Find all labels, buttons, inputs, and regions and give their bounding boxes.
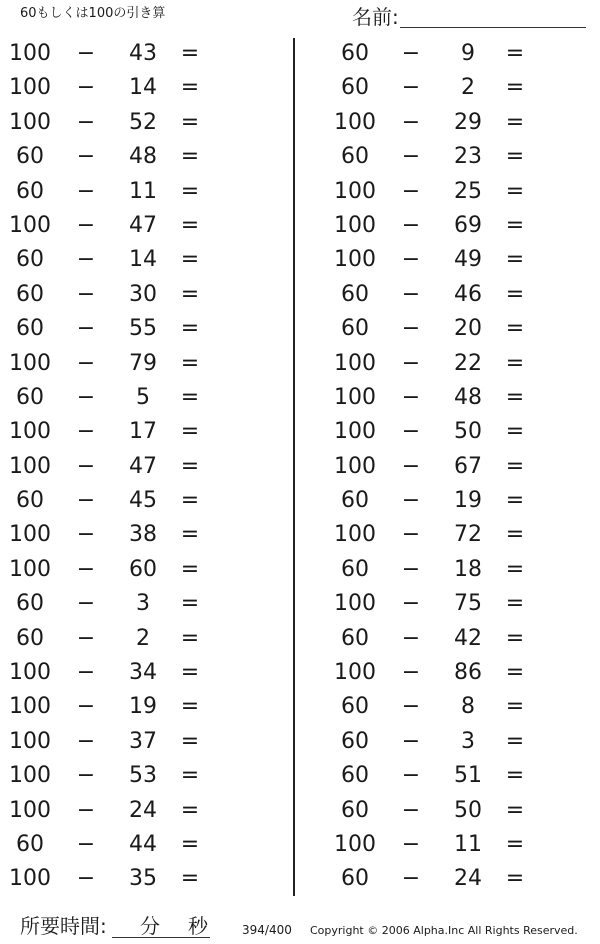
- problem-row: [325, 553, 585, 587]
- subtrahend: 34: [129, 660, 157, 686]
- problem-row: [0, 794, 260, 828]
- minuend: 100: [9, 660, 51, 686]
- problem-row: [325, 209, 585, 243]
- subtrahend: 8: [461, 694, 475, 720]
- equals-sign: =: [180, 831, 200, 857]
- minus-sign: −: [76, 728, 96, 754]
- minuend: 60: [16, 384, 44, 410]
- minuend: 100: [9, 694, 51, 720]
- equals-sign: =: [180, 109, 200, 135]
- equals-sign: =: [505, 797, 525, 823]
- minuend: 100: [334, 384, 376, 410]
- minus-sign: −: [401, 41, 421, 66]
- problem-row: [325, 622, 585, 656]
- column-divider: [293, 38, 295, 896]
- equals-sign: =: [180, 144, 200, 170]
- subtrahend: 69: [454, 212, 482, 238]
- minuend: 100: [9, 350, 51, 376]
- minuend: 60: [16, 316, 44, 342]
- minuend: 100: [9, 763, 51, 789]
- minuend: 60: [16, 247, 44, 273]
- subtrahend: 3: [461, 728, 475, 754]
- minuend: 100: [334, 247, 376, 273]
- problem-row: [325, 347, 585, 381]
- subtrahend: 2: [461, 75, 475, 101]
- minuend: 100: [334, 212, 376, 238]
- problem-column-left: [0, 37, 260, 897]
- subtrahend: 23: [454, 144, 482, 170]
- minus-sign: −: [76, 350, 96, 376]
- minus-sign: −: [401, 556, 421, 582]
- subtrahend: 14: [129, 247, 157, 273]
- subtrahend: 44: [129, 831, 157, 857]
- equals-sign: =: [180, 41, 200, 66]
- equals-sign: =: [180, 212, 200, 238]
- minuend: 100: [9, 866, 51, 892]
- equals-sign: =: [180, 453, 200, 479]
- equals-sign: =: [180, 763, 200, 789]
- problem-row: [0, 725, 260, 759]
- problem-row: [0, 759, 260, 793]
- minuend: 60: [16, 488, 44, 514]
- subtrahend: 43: [129, 41, 157, 66]
- minus-sign: −: [401, 625, 421, 651]
- equals-sign: =: [180, 522, 200, 548]
- equals-sign: =: [505, 75, 525, 101]
- subtrahend: 24: [129, 797, 157, 823]
- equals-sign: =: [505, 556, 525, 582]
- minus-sign: −: [76, 281, 96, 307]
- problem-row: [0, 37, 260, 71]
- subtrahend: 48: [129, 144, 157, 170]
- minuend: 60: [16, 178, 44, 204]
- minuend: 60: [341, 281, 369, 307]
- minuend: 100: [9, 41, 51, 66]
- minus-sign: −: [401, 660, 421, 686]
- subtrahend: 18: [454, 556, 482, 582]
- minus-sign: −: [401, 694, 421, 720]
- minuend: 100: [9, 109, 51, 135]
- problem-row: [0, 278, 260, 312]
- equals-sign: =: [505, 144, 525, 170]
- problem-row: [0, 71, 260, 105]
- problem-row: [0, 347, 260, 381]
- problem-row: [0, 450, 260, 484]
- minuend: 100: [334, 109, 376, 135]
- minus-sign: −: [76, 488, 96, 514]
- minuend: 100: [9, 419, 51, 445]
- problem-row: [0, 862, 260, 896]
- equals-sign: =: [180, 350, 200, 376]
- subtrahend: 24: [454, 866, 482, 892]
- problem-row: [0, 312, 260, 346]
- equals-sign: =: [505, 625, 525, 651]
- equals-sign: =: [180, 625, 200, 651]
- minuend: 100: [9, 728, 51, 754]
- problem-row: [325, 862, 585, 896]
- minuend: 100: [334, 178, 376, 204]
- equals-sign: =: [180, 281, 200, 307]
- equals-sign: =: [505, 419, 525, 445]
- problem-row: [325, 71, 585, 105]
- equals-sign: =: [505, 488, 525, 514]
- subtrahend: 50: [454, 419, 482, 445]
- minus-sign: −: [76, 522, 96, 548]
- subtrahend: 79: [129, 350, 157, 376]
- minus-sign: −: [76, 625, 96, 651]
- subtrahend: 46: [454, 281, 482, 307]
- equals-sign: =: [180, 75, 200, 101]
- subtrahend: 60: [129, 556, 157, 582]
- equals-sign: =: [180, 178, 200, 204]
- equals-sign: =: [180, 419, 200, 445]
- minus-sign: −: [401, 728, 421, 754]
- minus-sign: −: [76, 316, 96, 342]
- seconds-unit: 秒: [188, 914, 208, 938]
- problem-row: [0, 828, 260, 862]
- equals-sign: =: [505, 694, 525, 720]
- problem-row: [325, 312, 585, 346]
- minus-sign: −: [76, 556, 96, 582]
- problem-row: [0, 656, 260, 690]
- minuend: 100: [334, 419, 376, 445]
- subtrahend: 42: [454, 625, 482, 651]
- problem-row: [0, 690, 260, 724]
- equals-sign: =: [505, 350, 525, 376]
- minus-sign: −: [76, 419, 96, 445]
- equals-sign: =: [505, 384, 525, 410]
- minus-sign: −: [76, 212, 96, 238]
- subtrahend: 19: [129, 694, 157, 720]
- subtrahend: 51: [454, 763, 482, 789]
- problem-row: [0, 381, 260, 415]
- problem-row: [325, 381, 585, 415]
- minuend: 100: [9, 797, 51, 823]
- subtrahend: 86: [454, 660, 482, 686]
- name-field-line[interactable]: [400, 27, 586, 28]
- minuend: 60: [341, 797, 369, 823]
- minuend: 60: [341, 866, 369, 892]
- problem-row: [0, 587, 260, 621]
- subtrahend: 19: [454, 488, 482, 514]
- footer: [0, 912, 600, 944]
- problem-row: [0, 175, 260, 209]
- problem-row: [0, 209, 260, 243]
- problem-row: [325, 484, 585, 518]
- equals-sign: =: [180, 797, 200, 823]
- subtrahend: 75: [454, 591, 482, 617]
- problem-row: [325, 415, 585, 449]
- equals-sign: =: [505, 178, 525, 204]
- subtrahend: 22: [454, 350, 482, 376]
- name-label: 名前:: [352, 5, 399, 29]
- subtrahend: 52: [129, 109, 157, 135]
- minuend: 100: [9, 212, 51, 238]
- problem-row: [325, 140, 585, 174]
- minus-sign: −: [76, 763, 96, 789]
- problem-row: [325, 175, 585, 209]
- minuend: 100: [334, 591, 376, 617]
- subtrahend: 9: [461, 41, 475, 66]
- equals-sign: =: [180, 556, 200, 582]
- equals-sign: =: [180, 728, 200, 754]
- problem-row: [325, 587, 585, 621]
- equals-sign: =: [505, 728, 525, 754]
- problem-row: [0, 553, 260, 587]
- minus-sign: −: [401, 453, 421, 479]
- minus-sign: −: [401, 763, 421, 789]
- equals-sign: =: [180, 488, 200, 514]
- problem-row: [325, 243, 585, 277]
- subtrahend: 29: [454, 109, 482, 135]
- equals-sign: =: [505, 316, 525, 342]
- equals-sign: =: [505, 591, 525, 617]
- problem-row: [325, 828, 585, 862]
- equals-sign: =: [505, 453, 525, 479]
- minuend: 100: [9, 556, 51, 582]
- subtrahend: 47: [129, 212, 157, 238]
- minus-sign: −: [76, 831, 96, 857]
- minuend: 60: [341, 625, 369, 651]
- subtrahend: 47: [129, 453, 157, 479]
- equals-sign: =: [180, 247, 200, 273]
- subtrahend: 17: [129, 419, 157, 445]
- minutes-unit: 分: [140, 914, 160, 938]
- minus-sign: −: [401, 178, 421, 204]
- problem-row: [325, 656, 585, 690]
- minus-sign: −: [401, 109, 421, 135]
- minus-sign: −: [401, 316, 421, 342]
- minus-sign: −: [401, 212, 421, 238]
- minuend: 60: [341, 41, 369, 66]
- problem-row: [325, 725, 585, 759]
- minuend: 100: [9, 75, 51, 101]
- equals-sign: =: [505, 763, 525, 789]
- minuend: 60: [341, 556, 369, 582]
- subtrahend: 67: [454, 453, 482, 479]
- problem-row: [0, 106, 260, 140]
- minus-sign: −: [401, 384, 421, 410]
- subtrahend: 30: [129, 281, 157, 307]
- page-number: 394/400: [242, 923, 292, 937]
- equals-sign: =: [180, 384, 200, 410]
- minuend: 60: [341, 316, 369, 342]
- minuend: 100: [9, 453, 51, 479]
- equals-sign: =: [180, 591, 200, 617]
- minus-sign: −: [76, 109, 96, 135]
- problem-row: [0, 415, 260, 449]
- subtrahend: 45: [129, 488, 157, 514]
- subtrahend: 53: [129, 763, 157, 789]
- subtrahend: 20: [454, 316, 482, 342]
- equals-sign: =: [505, 247, 525, 273]
- copyright-notice: Copyright © 2006 Alpha.Inc All Rights Reserved.: [310, 924, 578, 937]
- subtrahend: 3: [136, 591, 150, 617]
- equals-sign: =: [180, 694, 200, 720]
- subtrahend: 11: [454, 831, 482, 857]
- minuend: 100: [334, 660, 376, 686]
- minus-sign: −: [76, 384, 96, 410]
- equals-sign: =: [180, 316, 200, 342]
- minuend: 60: [16, 281, 44, 307]
- minuend: 60: [341, 763, 369, 789]
- minuend: 60: [341, 144, 369, 170]
- problem-row: [0, 484, 260, 518]
- minus-sign: −: [401, 591, 421, 617]
- equals-sign: =: [505, 522, 525, 548]
- subtrahend: 38: [129, 522, 157, 548]
- minus-sign: −: [76, 41, 96, 66]
- equals-sign: =: [505, 109, 525, 135]
- minus-sign: −: [401, 350, 421, 376]
- minus-sign: −: [76, 660, 96, 686]
- minus-sign: −: [76, 75, 96, 101]
- minus-sign: −: [401, 281, 421, 307]
- minus-sign: −: [76, 178, 96, 204]
- minuend: 60: [341, 694, 369, 720]
- subtrahend: 2: [136, 625, 150, 651]
- minus-sign: −: [76, 797, 96, 823]
- minus-sign: −: [76, 866, 96, 892]
- subtrahend: 50: [454, 797, 482, 823]
- minuend: 60: [16, 591, 44, 617]
- subtrahend: 72: [454, 522, 482, 548]
- subtrahend: 49: [454, 247, 482, 273]
- problem-row: [0, 140, 260, 174]
- minuend: 60: [341, 75, 369, 101]
- subtrahend: 14: [129, 75, 157, 101]
- subtrahend: 37: [129, 728, 157, 754]
- minus-sign: −: [76, 247, 96, 273]
- equals-sign: =: [505, 831, 525, 857]
- subtrahend: 5: [136, 384, 150, 410]
- minuend: 100: [334, 453, 376, 479]
- subtrahend: 55: [129, 316, 157, 342]
- equals-sign: =: [505, 281, 525, 307]
- minuend: 60: [16, 831, 44, 857]
- minuend: 100: [9, 522, 51, 548]
- minus-sign: −: [401, 797, 421, 823]
- subtrahend: 11: [129, 178, 157, 204]
- time-taken-label: 所要時間:: [20, 914, 107, 938]
- equals-sign: =: [505, 41, 525, 66]
- minus-sign: −: [76, 591, 96, 617]
- subtrahend: 48: [454, 384, 482, 410]
- minus-sign: −: [401, 488, 421, 514]
- equals-sign: =: [180, 866, 200, 892]
- minuend: 100: [334, 831, 376, 857]
- subtrahend: 25: [454, 178, 482, 204]
- problem-row: [0, 243, 260, 277]
- minuend: 60: [16, 144, 44, 170]
- minuend: 60: [341, 488, 369, 514]
- minus-sign: −: [401, 831, 421, 857]
- equals-sign: =: [505, 212, 525, 238]
- equals-sign: =: [180, 660, 200, 686]
- minus-sign: −: [401, 522, 421, 548]
- minus-sign: −: [401, 75, 421, 101]
- problem-row: [325, 37, 585, 71]
- problem-row: [325, 759, 585, 793]
- minus-sign: −: [401, 866, 421, 892]
- problem-row: [0, 622, 260, 656]
- problem-row: [325, 518, 585, 552]
- problem-row: [325, 450, 585, 484]
- equals-sign: =: [505, 866, 525, 892]
- minus-sign: −: [76, 144, 96, 170]
- problem-row: [325, 278, 585, 312]
- subtrahend: 35: [129, 866, 157, 892]
- worksheet-title: 60もしくは100の引き算: [20, 6, 166, 21]
- minus-sign: −: [76, 453, 96, 479]
- minus-sign: −: [401, 144, 421, 170]
- problem-row: [325, 690, 585, 724]
- minuend: 60: [16, 625, 44, 651]
- minus-sign: −: [401, 419, 421, 445]
- minus-sign: −: [401, 247, 421, 273]
- problem-column-right: [325, 37, 585, 897]
- minuend: 100: [334, 350, 376, 376]
- minuend: 100: [334, 522, 376, 548]
- problem-row: [0, 518, 260, 552]
- problem-row: [325, 794, 585, 828]
- equals-sign: =: [505, 660, 525, 686]
- minuend: 60: [341, 728, 369, 754]
- problem-row: [325, 106, 585, 140]
- minus-sign: −: [76, 694, 96, 720]
